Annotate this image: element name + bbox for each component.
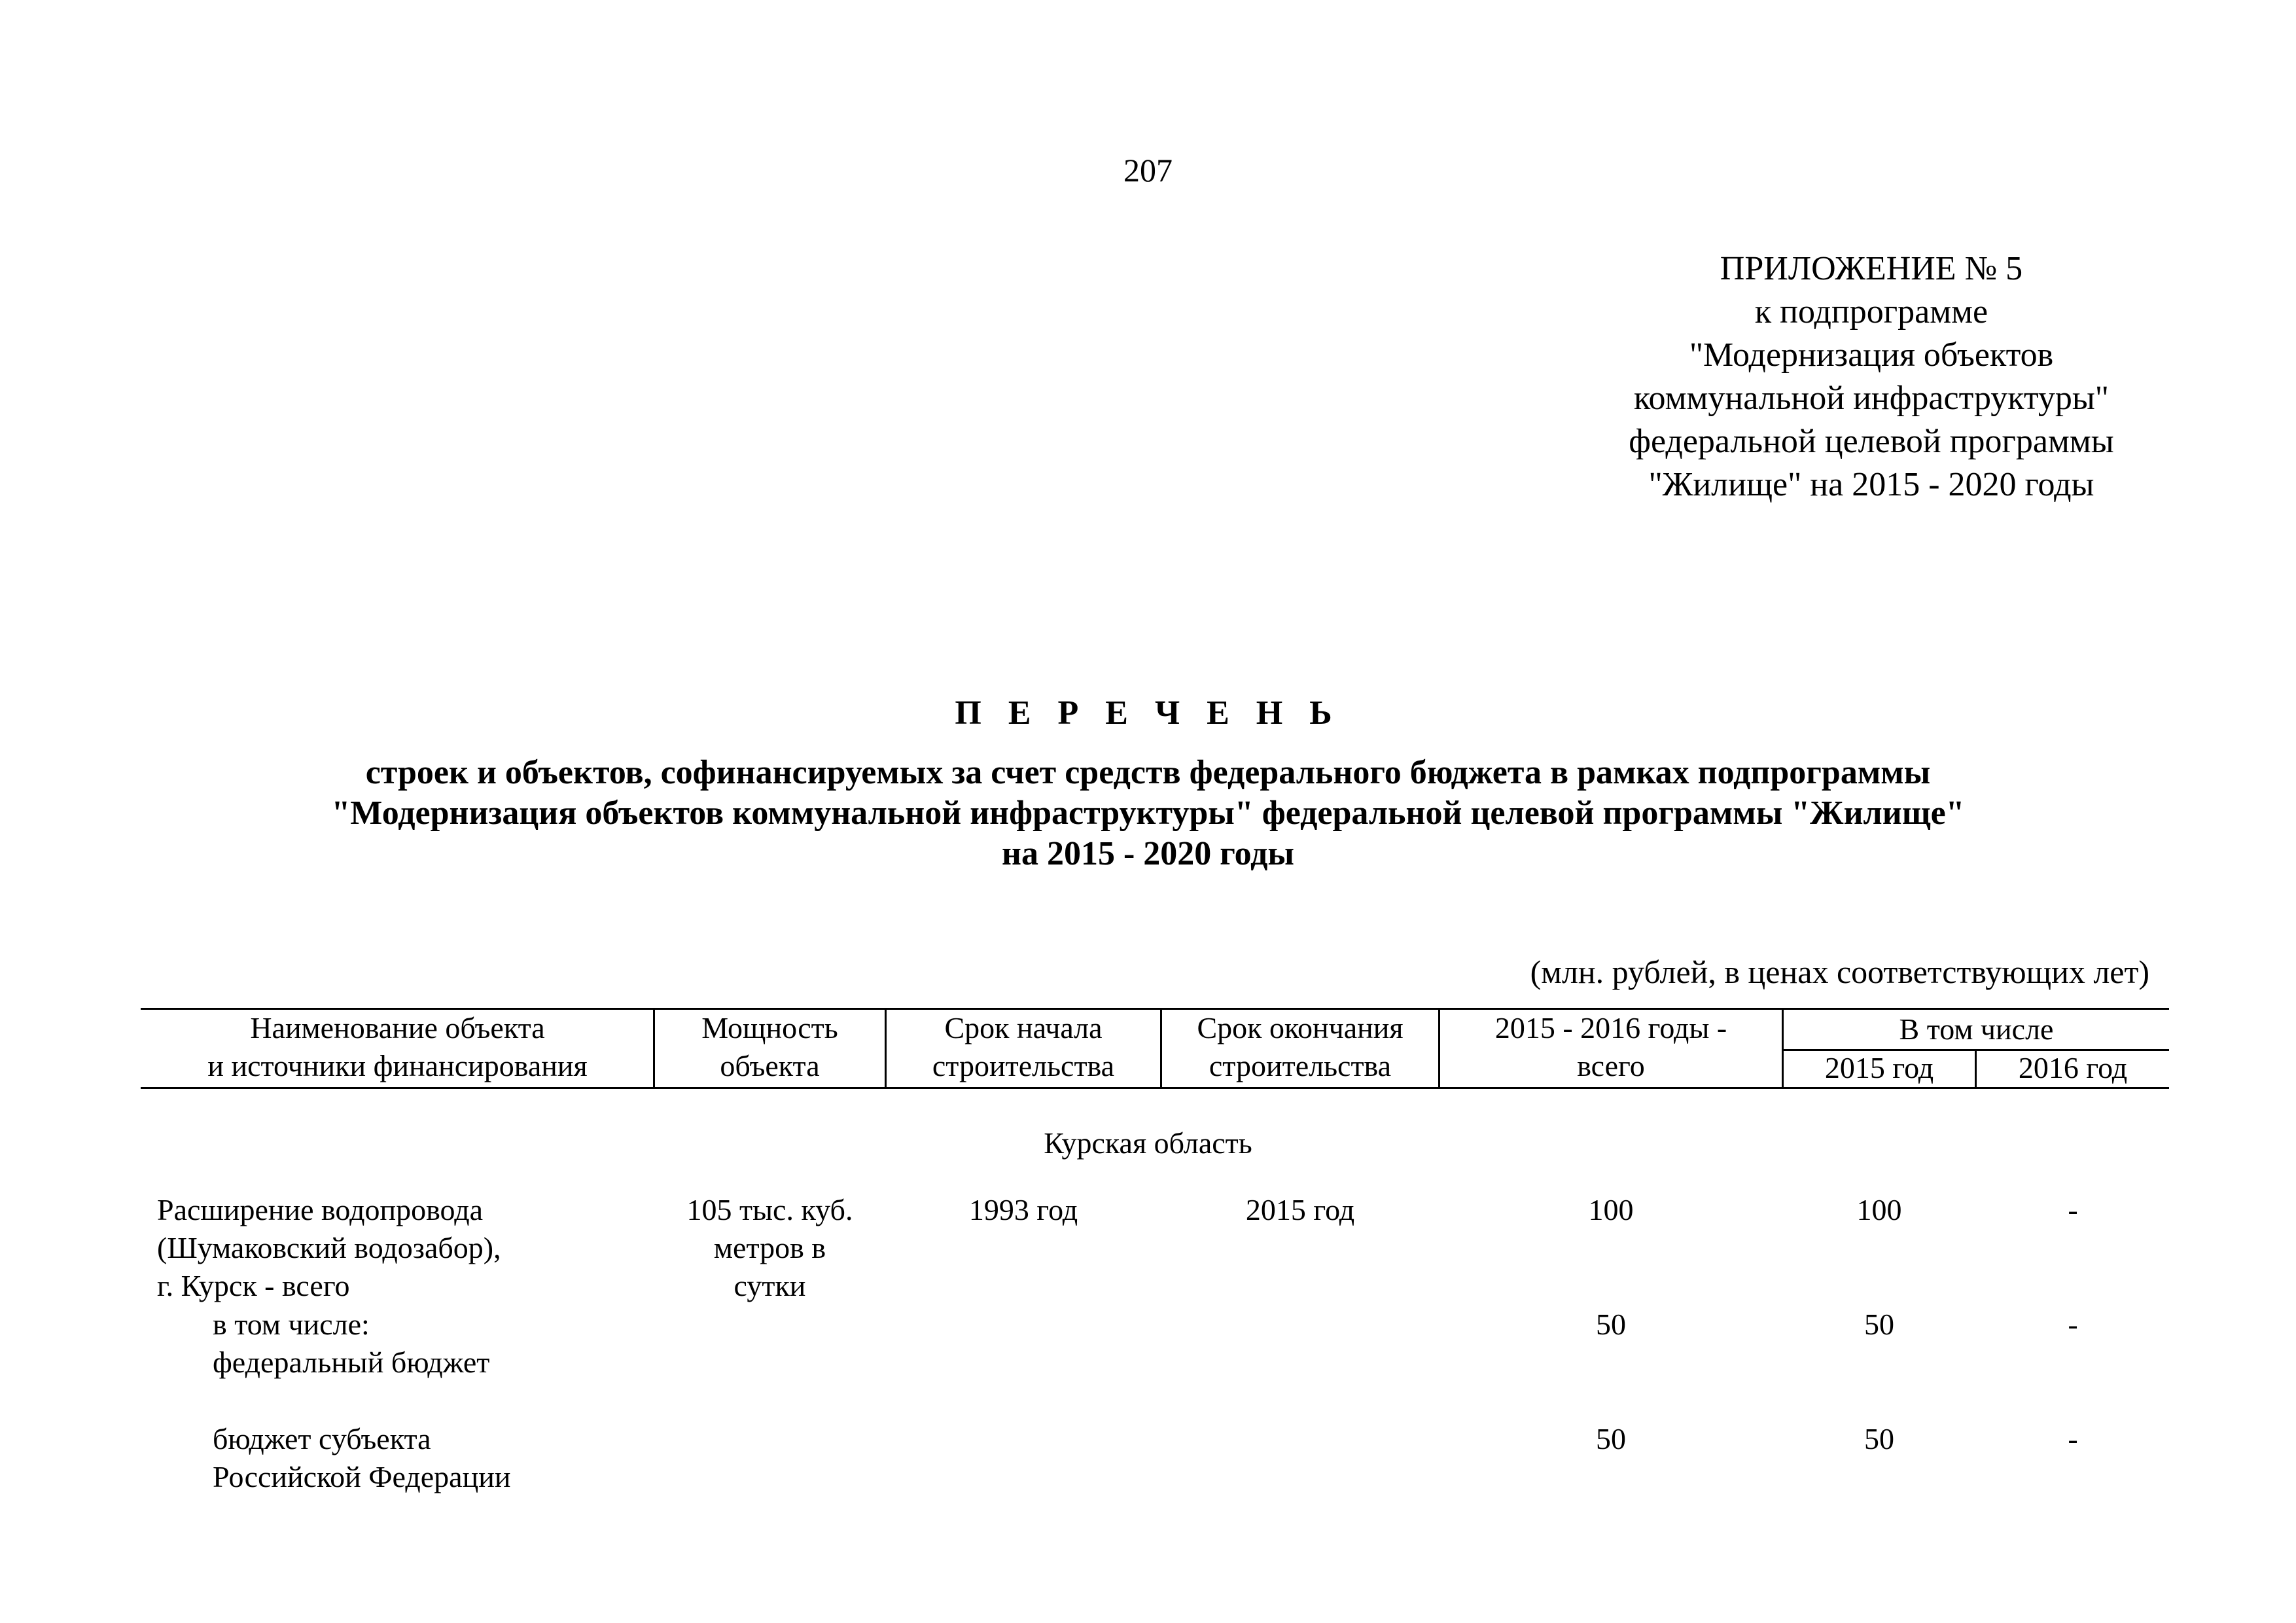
object-total: 100 [1588,1193,1634,1226]
document-title: П Е Р Е Ч Е Н Ь [955,694,1341,732]
document-subtitle [0,753,2296,874]
appendix-block [1583,247,2159,507]
regional-budget-2015: 50 [1864,1422,1894,1455]
federal-budget-label: в том числе: федеральный бюджет [213,1308,490,1379]
subtitle-line: строек и объектов, софинансируемых за счет средств федерального бюджета в рамках подпрограммы [365,754,1931,791]
page-number: 207 [1123,152,1173,188]
federal-budget-total: 50 [1596,1308,1626,1341]
subtitle-line: на 2015 - 2020 годы [1001,835,1294,872]
header-end: Срок окончания строительства [1197,1011,1404,1082]
header-2016: 2016 год [2018,1051,2128,1084]
object-2016: - [2068,1193,2078,1226]
regional-budget-2016: - [2068,1422,2078,1455]
object-name: Расширение водопровода (Шумаковский водозабор), г. Курск - всего [157,1193,501,1302]
header-2015: 2015 год [1824,1051,1934,1084]
table-header-bottom-rule [141,1087,2169,1089]
object-end: 2015 год [1245,1193,1355,1226]
header-name: Наименование объекта и источники финансирования [207,1011,588,1082]
federal-budget-2015: 50 [1864,1308,1894,1341]
regional-budget-label: бюджет субъекта Российской Федерации [213,1422,511,1493]
appendix-line: к подпрограмме [1754,293,1988,330]
appendix-line: ПРИЛОЖЕНИЕ № 5 [1720,250,2023,287]
region-heading: Курская область [1044,1126,1252,1160]
federal-budget-2016: - [2068,1308,2078,1341]
appendix-line: коммунальной инфраструктуры" [1633,380,2110,417]
header-including: В том числе [1899,1012,2054,1046]
units-note: (млн. рублей, в ценах соответствующих лет) [1530,954,2149,990]
header-total: 2015 - 2016 годы - всего [1494,1011,1727,1082]
object-start: 1993 год [968,1193,1078,1226]
appendix-line: "Модернизация объектов [1689,336,2054,374]
object-2015: 100 [1856,1193,1902,1226]
appendix-line: "Жилище" на 2015 - 2020 годы [1648,466,2094,503]
subtitle-line: "Модернизация объектов коммунальной инфраструктуры" федеральной целевой программы "Жилище" [331,794,1965,832]
header-start: Срок начала строительства [932,1011,1115,1082]
header-capacity: Мощность объекта [701,1011,838,1082]
object-capacity: 105 тыс. куб. метров в сутки [686,1193,853,1302]
appendix-line: федеральной целевой программы [1629,423,2114,460]
regional-budget-total: 50 [1596,1422,1626,1455]
